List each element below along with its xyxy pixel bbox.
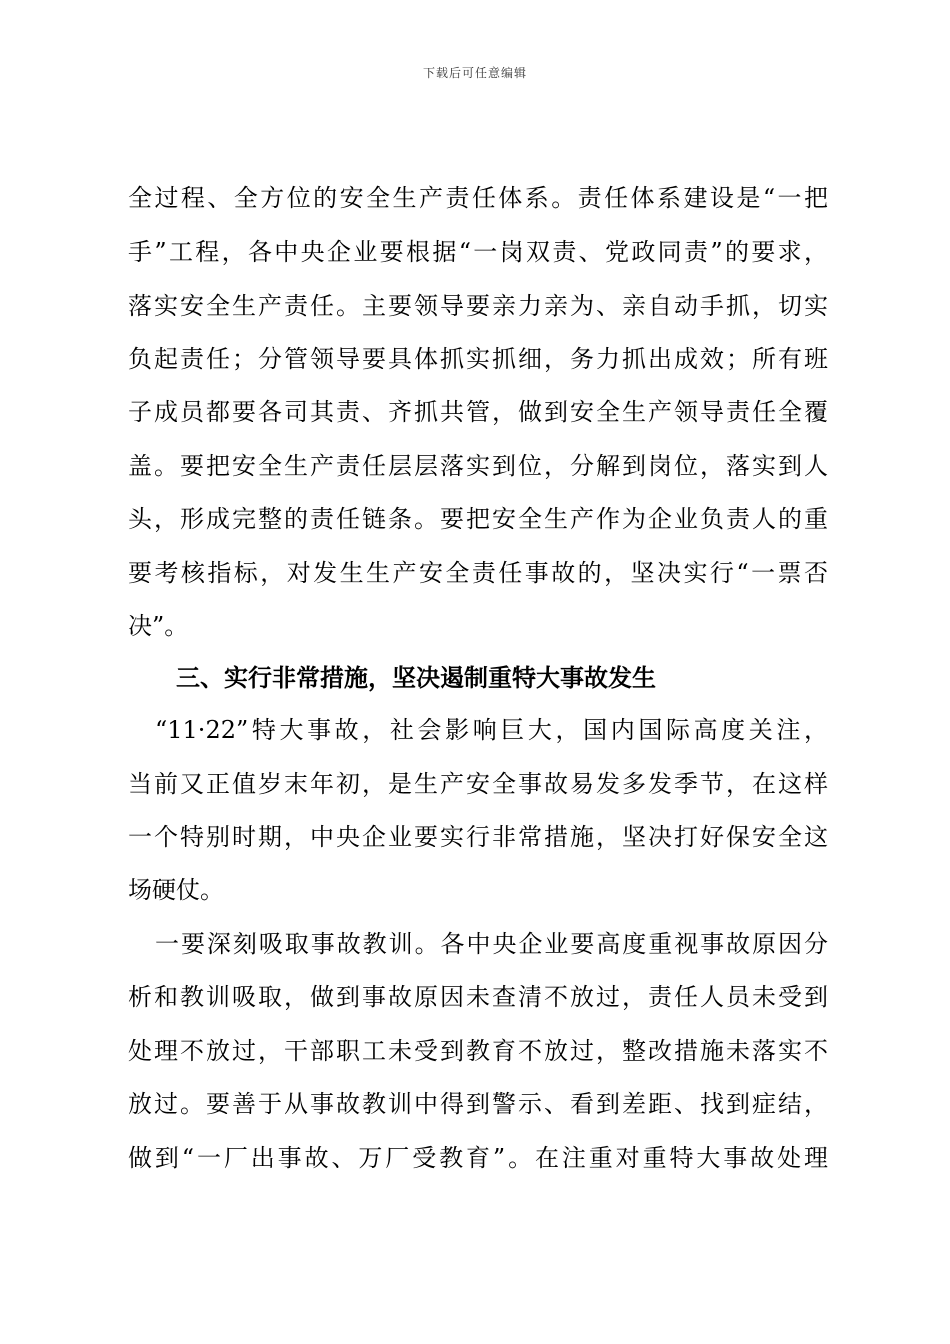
body-line: 子成员都要各司其责、齐抓共管，做到安全生产领导责任全覆: [128, 398, 828, 426]
section-heading: 三、实行非常措施，坚决遏制重特大事故发生: [176, 664, 656, 692]
page-header: 下载后可任意编辑: [422, 66, 527, 80]
body-line: 一要深刻吸取事故教训。各中央企业要高度重视事故原因分: [155, 930, 828, 958]
body-line: 做到“一厂出事故、万厂受教育”。在注重对重特大事故处理: [128, 1144, 828, 1172]
body-line: 处理不放过，干部职工未受到教育不放过，整改措施未落实不: [128, 1037, 828, 1065]
body-line: 当前又正值岁末年初，是生产安全事故易发多发季节，在这样: [128, 770, 828, 798]
body-line: 头，形成完整的责任链条。要把安全生产作为企业负责人的重: [128, 505, 828, 533]
body-line: 盖。要把安全生产责任层层落实到位，分解到岗位，落实到人: [128, 452, 828, 480]
body-line: 要考核指标，对发生生产安全责任事故的，坚决实行“一票否: [128, 559, 828, 587]
body-line: 全过程、全方位的安全生产责任体系。责任体系建设是“一把: [128, 184, 828, 212]
body-line: 负起责任；分管领导要具体抓实抓细，务力抓出成效；所有班: [128, 345, 828, 373]
body-line: 析和教训吸取，做到事故原因未查清不放过，责任人员未受到: [128, 983, 828, 1011]
body-line: 决”。: [128, 612, 189, 640]
body-line: 手”工程，各中央企业要根据“一岗双责、党政同责”的要求，: [128, 238, 828, 266]
body-line: 场硬仗。: [128, 876, 224, 904]
body-line: 落实安全生产责任。主要领导要亲力亲为、亲自动手抓，切实: [128, 292, 828, 320]
body-line: “11·22”特大事故，社会影响巨大，国内国际高度关注，: [155, 716, 828, 744]
body-line: 一个特别时期，中央企业要实行非常措施，坚决打好保安全这: [128, 823, 828, 851]
body-line: 放过。要善于从事故教训中得到警示、看到差距、找到症结，: [128, 1090, 828, 1118]
